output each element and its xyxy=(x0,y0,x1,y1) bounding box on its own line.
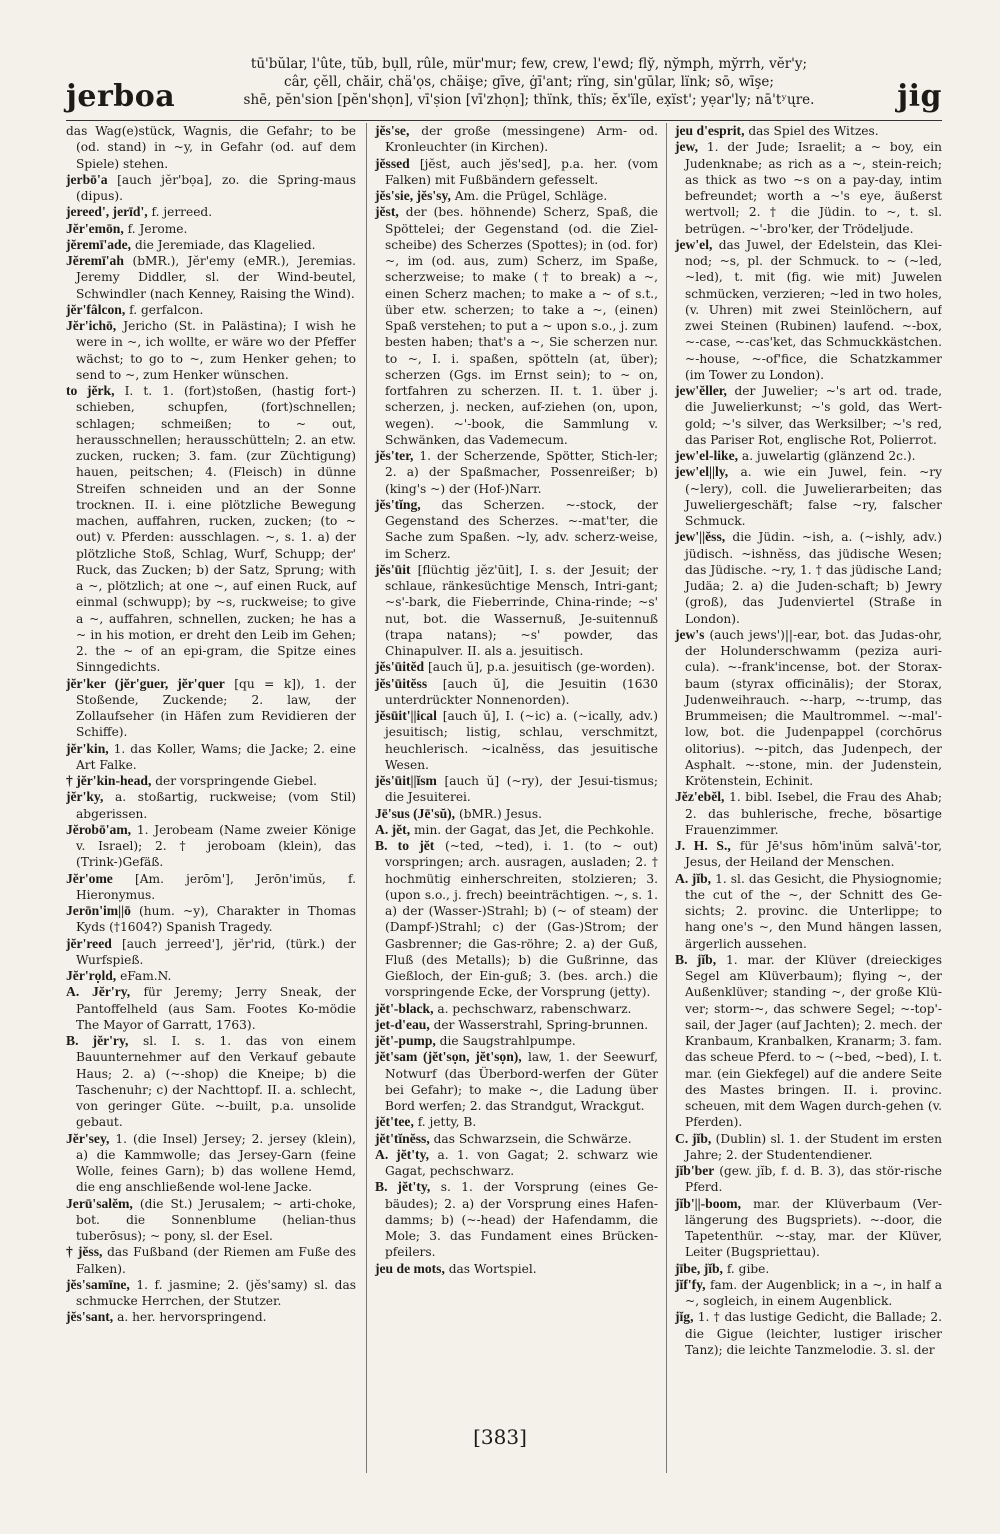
headword: jĕs'sie, jĕs'sy, xyxy=(375,188,451,203)
headword: jĕssed xyxy=(375,155,410,171)
definition-text: [Am. jerōm'], Jerōn'imŭs, f. Hieronymus. xyxy=(76,871,356,902)
headword: jĕs'ūit||ĭsm xyxy=(375,773,437,788)
definition-text: der vorspringende Giebel. xyxy=(155,774,317,788)
dictionary-entry xyxy=(375,1001,658,1017)
definition-text: das Fußband (der Riemen am Fuße des Falken). xyxy=(76,1245,357,1276)
dictionary-entry xyxy=(375,123,658,156)
dictionary-entry xyxy=(66,318,356,383)
dictionary-entry xyxy=(66,204,356,220)
dictionary-entry xyxy=(66,1277,356,1310)
headword: jĕs'sant, xyxy=(66,1309,114,1325)
definition-text: (hum. ~y), Charakter in Thomas Kyds (†1604?) Spanish Tragedy. xyxy=(76,904,356,935)
headword: to jĕrk, xyxy=(66,383,115,398)
definition-text: law, 1. der Seewurf, Notwurf (das Überbord-werfen der Güter bei Gefahr); to make ~, die Ladung über Bord werfen; 2. das Strandgut, Wrackgut. xyxy=(385,1050,658,1113)
definition-text: [auch jĕr'bọa], zo. die Spring-maus (dipus). xyxy=(76,172,356,203)
dictionary-entry xyxy=(66,221,356,237)
dictionary-entry xyxy=(375,1049,658,1114)
headword: jew'el||ly, xyxy=(675,464,729,480)
definition-text: das Wortspiel. xyxy=(448,1261,537,1276)
definition-text: für Jeremy; Jerry Sneak, der Pantoffelheld (aus Sam. Footes Ko-mödie The Mayor of Garratt, 1763). xyxy=(76,985,357,1032)
definition-text: [auch ŭ], p.a. jesuitisch (ge-worden). xyxy=(427,660,655,675)
dictionary-entry xyxy=(66,383,356,676)
definition-text: fam. der Augenblick; in a ~, in half a ~, sogleich, in einem Augenblick. xyxy=(685,1277,942,1308)
column-1 xyxy=(66,123,366,1473)
headword: Jerū'salĕm, xyxy=(66,1195,133,1211)
dictionary-entry xyxy=(66,253,356,302)
header-rule xyxy=(66,120,942,121)
dictionary-entry xyxy=(375,156,658,189)
headword: jĕt'tee, xyxy=(375,1114,414,1130)
dictionary-entry xyxy=(375,448,658,497)
definition-text: (bMR.) Jesus. xyxy=(458,806,542,821)
definition-text: (auch jews')||-ear, bot. das Judas-ohr, der Holunderschwamm (peziza auri-cula). ~-frank'incense, bot. der Storax-baum (styrax officinālis); der Storax, Judenweihrauch. ~-harp, ~-trump, das Brummeisen; die Maultrommel. ~-mal'-low, bot. die Judenpappel (corchōrus olitorius). ~-pitch, das Judenpech, der Asphalt. ~-stone, min. der Judenstein, Krötenstein, Echinit. xyxy=(685,627,942,788)
headword: jeu d'esprit, xyxy=(675,123,745,138)
dictionary-entry xyxy=(375,1017,658,1033)
headword: Jĕr'sey, xyxy=(66,1130,110,1146)
headword: jew'ĕller, xyxy=(675,383,727,398)
definition-text: 1. mar. der Klüver (dreieckiges Segel am Klüverbaum); flying ~, der Außenklüver; standing ~, der große Klü-ver; storm-~, das schwere Segel; ~-top'-sail, der Jager (auf Jachten); 2. mech. der Kranbaum, Kranbalken, Kranarm; 3. fam. das scheue Pferd. to ~ (~bed, ~bed), I. t. mar. (ein Giekfegel) auf die andere Seite des Mastes bringen. II. i. provinc. scheuen, mit dem Wagen durch-gehen (v. Pferden). xyxy=(685,952,942,1130)
definition-text: (die St.) Jerusalem; ~ arti-choke, bot. die Sonnenblume (helian-thus tuberōsus); ~ pony, sl. der Esel. xyxy=(76,1196,357,1243)
dictionary-entry xyxy=(675,789,942,838)
headword: Jē'sus (Jē'sŭ), xyxy=(375,805,456,821)
headword: C. jĭb, xyxy=(675,1130,712,1146)
dictionary-entry xyxy=(66,302,356,318)
definition-text: der Juwelier; ~'s art od. trade, die Juwelierkunst; ~'s gold, das Wert-gold; ~'s silver, das Werksilber; ~'s red, das Pariser Rot, englische Rot, Polierrot. xyxy=(685,384,942,447)
headword: jĕs'ūit xyxy=(375,561,411,577)
headword: jeu de mots, xyxy=(375,1260,445,1276)
definition-text: [flüchtig jĕz'ūit], I. s. der Jesuit; der schlaue, ränkesüchtige Mensch, Intri-gant; ~s'-bark, die Fieberrinde, China-rinde; ~s' nut, bot. die Wassernuß, Je-suitennuß (trapa natans); ~s' powder, das Chinapulver. II. als a. jesuitisch. xyxy=(385,562,658,658)
headword: Jĕz'ebĕl, xyxy=(675,789,725,805)
definition-text: a. pechschwarz, rabenschwarz. xyxy=(437,1001,632,1016)
definition-text: 1. das Koller, Wams; die Jacke; 2. eine Art Falke. xyxy=(76,741,356,772)
definition-text: a. juwelartig (glänzend 2c.). xyxy=(741,449,916,463)
definition-text: f. gibe. xyxy=(726,1261,770,1276)
definition-text: a. wie ein Juwel, fein. ~ry (~lery), coll. die Juwelierarbeiten; das Juweliergeschäft; false ~ry, falscher Schmuck. xyxy=(685,465,942,528)
definition-text: s. 1. der Vorsprung (eines Ge-bäudes); 2. a) der Vorsprung eines Hafen-damms; b) (~-head) der Hafendamm, die Mole; 3. das Fundament eines Brücken-pfeilers. xyxy=(385,1180,659,1260)
definition-text: f. jetty, B. xyxy=(417,1115,477,1130)
definition-text: a. 1. von Gagat; 2. schwarz wie Gagat, pechschwarz. xyxy=(385,1147,659,1178)
headword: jĭb'ber xyxy=(675,1163,715,1178)
definition-text: (bMR.), Jĕr'emy (eMR.), Jeremias. Jeremy Diddler, sl. der Wind-beutel, Schwindler (nach Kenney, Raising the Wind). xyxy=(76,254,356,301)
definition-text: 1. (die Insel) Jersey; 2. jersey (klein), a) die Kammwolle; das Jersey-Garn (feine Wolle, feines Garn); b) das wollene Hemd, die eng anschließende wol-lene Jacke. xyxy=(76,1131,357,1195)
pronunciation-line: shē, pĕn'sion [pĕn'shọn], vī'ṣion [vī'zhọn]; thïnk, thïs; ĕx'ïle, ex̣ïst'; yẹar'ly; nā'tʸųre. xyxy=(243,92,815,108)
definition-text: a. stoßartig, ruckweise; (vom Stil) abgerissen. xyxy=(76,790,356,821)
definition-text: 1. der Jude; Israelit; a ~ boy, ein Judenknabe; as rich as a ~, stein-reich; as thick as two ~s on a pay-day, intim befreundet; worth a ~'s eye, äußerst wertvoll; 2. † die Jüdin. to ~, t. sl. betrügen. ~'-bro'ker, der Trödeljude. xyxy=(685,140,942,236)
definition-text: [qu = k]), 1. der Stoßende, Zuckende; 2. law, der Zollaufseher (in Häfen zum Revidieren der Schiffe). xyxy=(76,676,357,740)
definition-text: f. gerfalcon. xyxy=(129,302,204,317)
dictionary-entry xyxy=(675,529,942,627)
dictionary-entry xyxy=(675,464,942,529)
headword: jerbō'a xyxy=(66,171,108,187)
dictionary-entry xyxy=(675,139,942,237)
dictionary-entry xyxy=(375,822,658,838)
definition-text: für Jē'sus hōm'inŭm salvā'-tor, Jesus, der Heiland der Menschen. xyxy=(685,839,942,870)
headword: jĭb'||-boom, xyxy=(675,1195,742,1211)
headword: jĕs'ter, xyxy=(375,448,414,463)
dictionary-entry xyxy=(66,984,356,1033)
dictionary-entry xyxy=(675,952,942,1131)
definition-text: der Wasserstrahl, Spring-brunnen. xyxy=(433,1017,649,1032)
headword: jĕremī'ade, xyxy=(66,236,132,252)
definition-text: (Dublin) sl. 1. der Student im ersten Jahre; 2. der Studentendiener. xyxy=(685,1131,942,1162)
headword: Jĕr'ichō, xyxy=(66,318,117,333)
dictionary-entry xyxy=(675,1196,942,1261)
dictionary-entry xyxy=(675,871,942,952)
headword: jĭg, xyxy=(675,1309,694,1325)
dictionary-entry xyxy=(675,383,942,448)
headword: Jĕr'rọld, xyxy=(66,968,117,983)
dictionary-entry xyxy=(375,1147,658,1180)
headword: jĕs'samīne, xyxy=(66,1276,130,1292)
dictionary-entry xyxy=(66,1196,356,1245)
headword: jĕs'ūitĕd xyxy=(375,659,425,675)
dictionary-entry xyxy=(375,773,658,806)
headword: jĕr'ky, xyxy=(66,789,104,805)
dictionary-entry xyxy=(66,1309,356,1325)
headword: † jĕss, xyxy=(66,1244,103,1260)
headword: jĕt'tĭnĕss, xyxy=(375,1130,430,1146)
definition-text: [auch ŭ], I. (~ic) a. (~ically, adv.) jesuitisch; listig, schlau, verschmitzt, heuchlerisch. ~icalnĕss, das jesuitische Wesen. xyxy=(385,709,658,772)
definition-text: die Jeremiade, das Klagelied. xyxy=(134,237,316,252)
dictionary-entry xyxy=(375,1033,658,1049)
headword: A. Jĕr'ry, xyxy=(66,984,131,1000)
dictionary-entry xyxy=(66,1131,356,1196)
headword: jĕr'fâlcon, xyxy=(66,301,126,317)
definition-text: 1. sl. das Gesicht, die Physiognomie; the cut of the ~, der Schnitt des Ge-sichts; 2. provinc. die Unterlippe; to hang one's ~, den Mund hängen lassen, ärgerlich aussehen. xyxy=(685,871,942,951)
definition-text: eFam.N. xyxy=(120,969,172,983)
definition-text: (~ted, ~ted), i. 1. (to ~ out) vorspringen; arch. ausragen, ausladen; 2. † hochmütig einherschreiten, stolzieren; 3. (upon s.o., j. frech) beeinträchtigen. ~, s. 1. a) der (Wasser-)Strahl; b) (~ of steam) der (Dampf-)Strahl; c) der (Gas-)Strom; der Gasbrenner; die Gas-röhre; 2. a) der Guß, Fluß (des Metalls); b) die Gußrinne, das Gießloch, der Ein-guß; 3. (bes. arch.) die vorspringende Ecke, der Vorsprung (jetty). xyxy=(385,839,658,1000)
dictionary-entry xyxy=(375,204,658,448)
headword: jereed', jerīd', xyxy=(66,204,148,220)
definition-text: 1. der Scherzende, Spötter, Stich-ler; 2. a) der Spaßmacher, Possenreißer; b) (king's ~) der (Hof-)Narr. xyxy=(385,449,659,496)
headword: jĕs'ūitĕss xyxy=(375,675,428,691)
dictionary-entry xyxy=(375,708,658,773)
definition-text: der (bes. höhnende) Scherz, Spaß, die Spöttelei; der Gegenstand (od. die Ziel-scheibe) des Scherzes (Spottes); in (od. for) ~, im (od. aus, zum) Scherz, im Spaße, scherzweise; to make († to break) a ~, einen Scherz machen; to make a ~ of s.t., über etw. scherzen; to take a ~, (einen) Spaß verstehen; to put a ~ upon s.o., j. zum besten haben; that's a ~, Sie scherzen nur. to ~, I. i. spaßen, spötteln (at, über); scherzen (Ggs. im Ernst sein); to ~ on, fortfahren zu scherzen. II. t. 1. über j. scherzen, j. necken, auf-ziehen (on, upon, wegen). ~'-book, die Sammlung v. Schwänken, das Vademecum. xyxy=(385,205,658,447)
pronunciation-line: câr, çĕll, chăir, chä'ọs, chäişe; gīve, ġī'ant; rïng, sin'gūlar, lïnk; sō, wīşe; xyxy=(284,74,774,90)
dictionary-entry xyxy=(675,838,942,871)
definition-text: 1. bibl. Isebel, die Frau des Ahab; 2. das buhlerische, freche, bösartige Frauenzimmer. xyxy=(685,790,942,837)
column-3 xyxy=(666,123,942,1473)
dictionary-entry xyxy=(66,773,356,789)
definition-text: f. Jerome. xyxy=(127,221,188,236)
headword: A. jĕt'ty, xyxy=(375,1146,430,1162)
headword: jĕr'reed xyxy=(66,935,112,951)
headword: jew's xyxy=(675,626,705,642)
dictionary-entry xyxy=(675,1309,942,1358)
headword: A. jĕt, xyxy=(375,821,411,837)
dictionary-entry xyxy=(375,562,658,660)
dictionary-entry xyxy=(675,627,942,790)
dictionary-entry xyxy=(375,1261,658,1277)
headword: † jĕr'kin-head, xyxy=(66,773,152,788)
dictionary-entry xyxy=(675,123,942,139)
definition-text: das Juwel, der Edelstein, das Klei-nod; ~s, pl. der Schmuck. to ~ (~led, ~led), t. mit (fig. wie mit) Juwelen schmücken, verzieren; ~led in two holes, (v. Uhren) mit zwei Steinlöchern, auf zwei Steinen (Rubinen) laufend. ~-box, ~-case, ~-cas'ket, das Schmuckkästchen. ~-house, ~-of'fice, die Schatzkammer (im Tower zu London). xyxy=(685,237,942,382)
dictionary-entry xyxy=(375,1179,658,1260)
dictionary-entry xyxy=(66,1033,356,1131)
definition-text: 1. f. jasmine; 2. (jĕs'samy) sl. das schmucke Herrchen, der Stutzer. xyxy=(76,1277,357,1308)
definition-text: die Jüdin. ~ish, a. (~ishly, adv.) jüdisch. ~ishnĕss, das jüdische Wesen; das Jüdische. ~ry, 1. † das jüdische Land; Judäa; 2. a) die Juden-schaft; b) Jewry (groß), das Judenviertel (Straße in London). xyxy=(685,530,942,626)
headword: jĕt'-black, xyxy=(375,1000,434,1016)
headword: Jĕrobō'am, xyxy=(66,821,132,837)
definition-text: der große (messingene) Arm- od. Kronleuchter (in Kirchen). xyxy=(385,124,658,155)
headword: jĕs'tĭng, xyxy=(375,496,421,512)
headword: jew, xyxy=(675,139,699,155)
dictionary-entry xyxy=(66,789,356,822)
definition-text: Jericho (St. in Palästina); I wish he were in ~, ich wollte, er wäre wo der Pfeffer wächst; to go to ~, zum Henker gehen; to send to ~, zum Henker wünschen. xyxy=(76,319,357,382)
dictionary-entry xyxy=(675,1163,942,1196)
headword: jībe, jĭb, xyxy=(675,1260,723,1276)
headword: B. jĕr'ry, xyxy=(66,1033,129,1048)
definition-text: Am. die Prügel, Schläge. xyxy=(454,189,608,203)
pronunciation-line: tū'bŭlar, l'ûte, tŭb, bụll, rûle, mür'mur; few, crew, l'ewd; fly̆, ny̆mph, my̆rrh, vĕr'y; xyxy=(250,56,808,72)
headword: jew'el-like, xyxy=(675,448,739,463)
headword: jet-d'eau, xyxy=(375,1016,430,1032)
dictionary-entry xyxy=(375,676,658,709)
dictionary-entry xyxy=(675,1131,942,1164)
definition-text: das Wag(e)stück, Wagnis, die Gefahr; to be (od. stand) in ~y, in Gefahr (od. auf dem Spiele) stehen. xyxy=(66,124,356,171)
dictionary-entry xyxy=(675,448,942,464)
headword: jĕt'-pump, xyxy=(375,1033,436,1048)
left-guide-word: jerboa xyxy=(66,79,176,114)
dictionary-entry xyxy=(66,676,356,741)
headword: jĭf'fy, xyxy=(675,1276,706,1292)
dictionary-entry xyxy=(375,1114,658,1130)
definition-text: mar. der Klüverbaum (Ver-längerung des Bugspriets). ~-door, die Tapetenthür. ~-stay, mar. der Klüver, Leiter (Bugspriettau). xyxy=(685,1196,942,1260)
headword: Jĕr'ome xyxy=(66,870,113,886)
dictionary-entry xyxy=(675,1277,942,1310)
dictionary-entry xyxy=(66,1244,356,1277)
headword: B. to jĕt xyxy=(375,838,435,853)
headword: jĕsūit'||ical xyxy=(375,708,437,723)
dictionary-entry xyxy=(66,871,356,904)
definition-text: das Scherzen. ~-stock, der Gegenstand des Scherzes. ~-mat'ter, die Sache zum Spaßen. ~ly, adv. scherz-weise, im Scherz. xyxy=(385,497,659,561)
headword: Jĕremī'ah xyxy=(66,253,124,268)
headword: jĕr'ker (jĕr'guer, jĕr'quer xyxy=(66,675,225,691)
dictionary-entry xyxy=(375,188,658,204)
dictionary-entry xyxy=(675,1261,942,1277)
definition-text: sl. I. s. 1. das von einem Bauunternehmer auf den Verkauf gebaute Haus; 2. a) (~-shop) die Kneipe; b) die Taschenuhr; c) der Nachttopf. II. a. schlecht, von geringer Güte. ~-built, p.a. unsolide gebaut. xyxy=(76,1034,357,1130)
dictionary-entry xyxy=(66,237,356,253)
headword: J. H. S., xyxy=(675,838,731,853)
headword: jĕst, xyxy=(375,204,399,220)
headword: Jĕr'emōn, xyxy=(66,220,124,236)
headword: B. jĕt'ty, xyxy=(375,1179,431,1195)
dictionary-entry xyxy=(66,741,356,774)
headword: jĕr'kin, xyxy=(66,740,109,756)
definition-text: die Saugstrahlpumpe. xyxy=(439,1034,576,1048)
definition-text: I. t. 1. (fort)stoßen, (hastig fort-) schieben, schupfen, (fort)schnellen; schlagen; schmeißen; to ~ out, herausschnellen; herausschütteln; 2. an etw. zucken, rucken; 3. fam. (zur Züchtigung) hauen, peitschen; 4. (Fleisch) in dünne Streifen schneiden und an der Sonne trocknen. II. i. eine plötzliche Bewegung machen, auffahren, rucken, zucken; (to ~ out) v. Pferden: ausschlagen. ~, s. 1. a) der plötzliche Stoß, Schlag, Wurf, Schupp; der' Ruck, das Zucken; b) der Satz, Sprung; with a ~, plötzlich; at one ~, auf einen Ruck, auf einmal (schwupp); by ~s, ruckweise; to give a ~, auffahren, schnellen, zucken; he has a ~ in his motion, er dreht den Leib im Gehen; 2. the ~ of an epi-gram, die Spitze eines Sinngedichts. xyxy=(76,384,356,675)
headword: B. jĭb, xyxy=(675,951,717,967)
dictionary-entry xyxy=(66,123,356,172)
dictionary-entry xyxy=(66,903,356,936)
page-number: [383] xyxy=(473,1425,527,1449)
dictionary-entry xyxy=(375,1131,658,1147)
dictionary-entry xyxy=(66,968,356,984)
definition-text: [auch jerreed'], jĕr'rid, (türk.) der Wurfspieß. xyxy=(76,936,357,967)
dictionary-entry xyxy=(375,497,658,562)
definition-text: [jĕst, auch jĕs'sed], p.a. her. (vom Falken) mit Fußbändern gefesselt. xyxy=(385,156,659,187)
entry-columns xyxy=(66,123,942,1473)
definition-text: das Spiel des Witzes. xyxy=(748,124,879,138)
definition-text: 1. † das lustige Gedicht, die Ballade; 2. die Gigue (leichter, lustiger irischer Tanz); die leichte Tanzmelodie. 3. sl. der xyxy=(685,1310,942,1357)
headword: jĕt'sam (jĕt'sọn, jĕt'sọn), xyxy=(375,1049,522,1065)
definition-text: das Schwarzsein, die Schwärze. xyxy=(433,1131,632,1146)
dictionary-entry xyxy=(675,237,942,383)
right-guide-word: jig xyxy=(897,79,942,114)
definition-text: a. her. hervorspringend. xyxy=(117,1310,267,1325)
pronunciation-key xyxy=(206,55,852,109)
definition-text: min. der Gagat, das Jet, die Pechkohle. xyxy=(413,822,655,837)
headword: jew'||ĕss, xyxy=(675,529,726,545)
dictionary-entry xyxy=(66,172,356,205)
dictionary-entry xyxy=(66,936,356,969)
headword: A. jĭb, xyxy=(675,870,712,886)
dictionary-entry xyxy=(375,806,658,822)
definition-text: 1. Jerobeam (Name zweier Könige v. Israel); 2. † jeroboam (klein), das (Trink-)Gefäß. xyxy=(76,822,357,870)
definition-text: f. jerreed. xyxy=(151,205,213,220)
definition-text: (gew. jĭb, f. d. B. 3), das stör-rische Pferd. xyxy=(685,1164,942,1195)
column-2 xyxy=(366,123,666,1473)
headword: jĕs'se, xyxy=(375,123,410,138)
dictionary-entry xyxy=(375,838,658,1001)
page-header xyxy=(66,55,942,123)
definition-text: [auch ŭ] (~ry), der Jesui-tismus; die Jesuiterei. xyxy=(385,774,659,805)
dictionary-entry xyxy=(375,659,658,675)
headword: Jerōn'im||ō xyxy=(66,903,131,918)
dictionary-entry xyxy=(66,822,356,871)
definition-text: [auch ŭ], die Jesuitin (1630 unterdrückter Nonnenorden). xyxy=(385,676,658,707)
headword: jew'el, xyxy=(675,236,713,252)
